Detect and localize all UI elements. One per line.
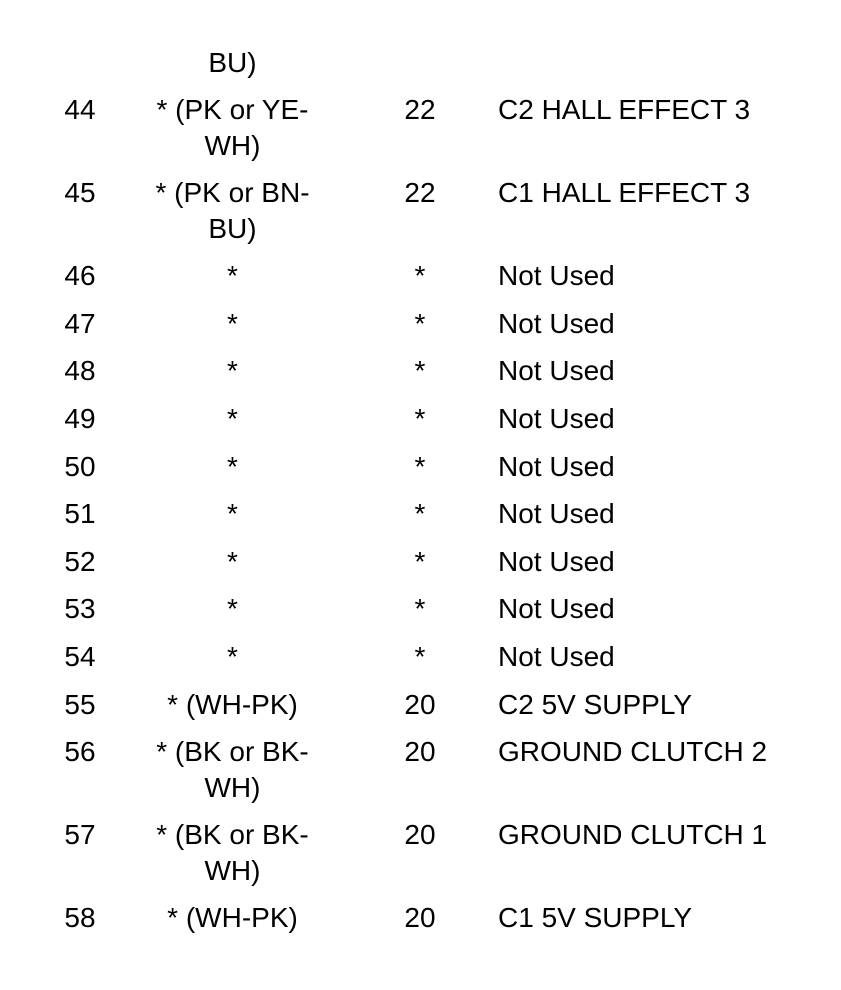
pin-number: 44 <box>64 94 96 125</box>
circuit-function: Not Used <box>498 593 615 624</box>
wire-color-line: * (PK or YE- <box>156 94 309 125</box>
wire-gauge: * <box>414 403 426 434</box>
circuit-function: Not Used <box>498 641 615 672</box>
wire-color-line: * (PK or BN- <box>155 177 310 208</box>
circuit-function: Not Used <box>498 355 615 386</box>
circuit-function: Not Used <box>498 498 615 529</box>
pin-number: 49 <box>64 403 96 434</box>
wire-color-line: WH) <box>204 772 261 803</box>
wire-color <box>130 401 335 437</box>
wire-color-line: * <box>227 593 238 624</box>
pin-number: 57 <box>64 819 96 850</box>
circuit-function: Not Used <box>498 308 615 339</box>
wire-color-line: * <box>227 308 238 339</box>
wire-color-line: * <box>227 260 238 291</box>
pin-number: 55 <box>64 689 96 720</box>
circuit-function: GROUND CLUTCH 2 <box>498 736 768 767</box>
pin-number: 50 <box>64 451 96 482</box>
wire-gauge: 20 <box>404 819 436 850</box>
wire-color-line: * (WH-PK) <box>167 902 298 933</box>
wire-gauge: * <box>414 593 426 624</box>
wire-color <box>130 687 335 723</box>
circuit-function: Not Used <box>498 403 615 434</box>
wire-gauge: * <box>414 355 426 386</box>
wire-color <box>130 734 335 806</box>
wire-color-line: BU) <box>208 213 257 244</box>
wire-color-line: * <box>227 451 238 482</box>
wire-color-line: * (BK or BK- <box>156 736 309 767</box>
wire-color-line: * <box>227 355 238 386</box>
wire-gauge: 20 <box>404 902 436 933</box>
circuit-function: C2 5V SUPPLY <box>498 689 693 720</box>
wire-color <box>130 175 335 247</box>
wire-color <box>130 900 335 936</box>
wire-gauge: 20 <box>404 689 436 720</box>
wire-color-line: WH) <box>204 855 261 886</box>
wire-color-line: * (WH-PK) <box>167 689 298 720</box>
pin-number: 46 <box>64 260 96 291</box>
pin-number: 47 <box>64 308 96 339</box>
wire-gauge: * <box>414 451 426 482</box>
wire-gauge: * <box>414 260 426 291</box>
wire-color <box>130 544 335 580</box>
wire-color <box>130 258 335 294</box>
wire-gauge: * <box>414 641 426 672</box>
continuation-text: BU) <box>208 47 257 78</box>
pin-number: 54 <box>64 641 96 672</box>
wire-color <box>130 591 335 627</box>
wire-color-line: * <box>227 546 238 577</box>
wire-color <box>130 92 335 164</box>
wire-gauge: 22 <box>404 94 436 125</box>
wire-color-line: * <box>227 498 238 529</box>
wire-color-line: * <box>227 641 238 672</box>
wire-color-line: * <box>227 403 238 434</box>
circuit-function: C1 HALL EFFECT 3 <box>498 177 751 208</box>
wire-color <box>130 449 335 485</box>
pin-number: 58 <box>64 902 96 933</box>
circuit-function: C1 5V SUPPLY <box>498 902 693 933</box>
circuit-function: C2 HALL EFFECT 3 <box>498 94 751 125</box>
wire-color <box>130 353 335 389</box>
wire-gauge: * <box>414 498 426 529</box>
circuit-function: Not Used <box>498 260 615 291</box>
pin-number: 48 <box>64 355 96 386</box>
wire-color-line: WH) <box>204 130 261 161</box>
wire-gauge: 20 <box>404 736 436 767</box>
wire-color <box>130 639 335 675</box>
circuit-function: GROUND CLUTCH 1 <box>498 819 768 850</box>
circuit-function: Not Used <box>498 451 615 482</box>
wire-color-line: * (BK or BK- <box>156 819 309 850</box>
wire-color <box>130 817 335 889</box>
pin-number: 45 <box>64 177 96 208</box>
wire-gauge: * <box>414 308 426 339</box>
pin-number: 56 <box>64 736 96 767</box>
wire-gauge: 22 <box>404 177 436 208</box>
wire-color <box>130 496 335 532</box>
pin-number: 51 <box>64 498 96 529</box>
pin-number: 52 <box>64 546 96 577</box>
wire-color <box>130 306 335 342</box>
wire-gauge: * <box>414 546 426 577</box>
continuation-color <box>130 45 335 81</box>
circuit-function: Not Used <box>498 546 615 577</box>
pin-number: 53 <box>64 593 96 624</box>
